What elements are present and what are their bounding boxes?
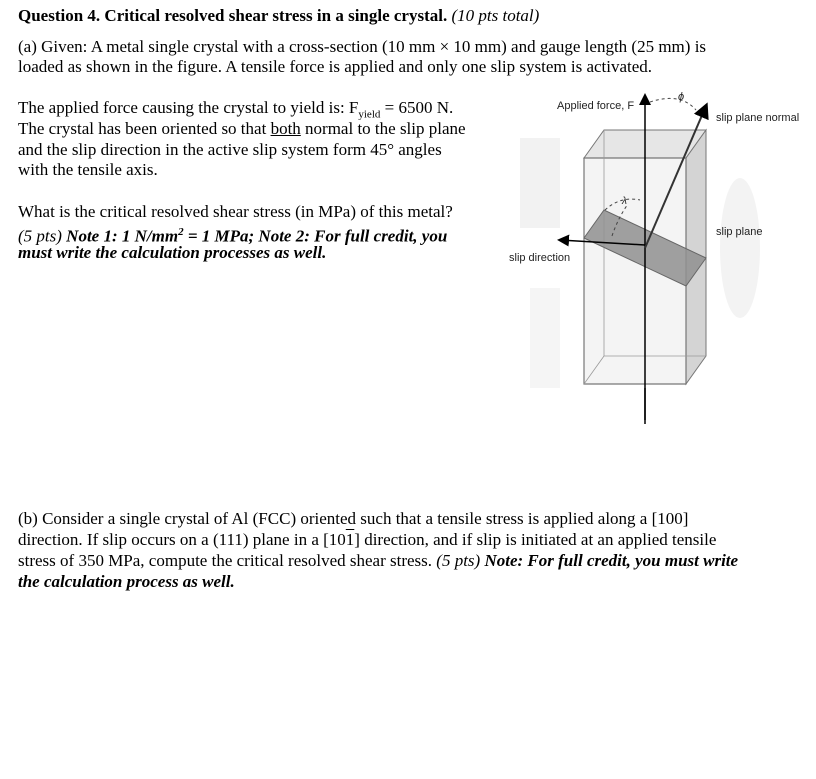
note1-pre: Note 1: 1 N/mm — [61, 226, 179, 246]
question-title — [18, 6, 539, 26]
question-title-bold: Question 4. Critical resolved shear stress in a single crystal. — [18, 6, 448, 25]
slip-plane-normal-label: slip plane normal — [716, 112, 800, 124]
part-b-line2-pre: direction. If slip occurs on a (111) plane in a [10 — [18, 530, 346, 549]
force-subscript: yield — [358, 108, 381, 121]
part-b-line3 — [18, 551, 738, 571]
orientation-line3: with the tensile axis. — [18, 160, 158, 179]
part-b-overbar-index: 1 — [345, 530, 355, 549]
part-b-line3-pre: stress of 350 MPa, compute the critical resolved shear stress. — [18, 551, 437, 570]
note1-sup: 2 — [178, 226, 184, 238]
lambda-symbol: λ — [622, 196, 627, 207]
applied-force-label: Applied force, F — [557, 100, 635, 112]
part-b-points: (5 pts) — [436, 551, 481, 570]
orientation-line1 — [18, 119, 466, 139]
slip-plane-label: slip plane — [716, 226, 763, 238]
part-a-question: What is the critical resolved shear stress (in MPa) of this metal? — [18, 202, 453, 221]
part-a-intro-line2: loaded as shown in the figure. A tensile force is applied and only one slip system is activated. — [18, 57, 653, 76]
background-shade-left — [520, 138, 560, 228]
part-b-line4: the calculation process as well. — [18, 572, 235, 591]
part-a-points: (5 pts) — [18, 226, 62, 246]
orientation-line2: and the slip direction in the active slip system form 45° angles — [18, 140, 442, 159]
force-prefix: The applied force causing the crystal to yield is: F — [18, 98, 359, 117]
orientation-both: both — [270, 119, 301, 138]
phi-symbol: ϕ — [678, 91, 685, 103]
note1-post: = 1 MPa; Note 2: For full credit, you — [183, 226, 448, 246]
background-shade-lower — [530, 288, 560, 388]
part-b-line2 — [18, 530, 716, 550]
background-shade-right — [720, 178, 760, 318]
slip-direction-label: slip direction — [509, 252, 571, 264]
question-points: (10 pts total) — [451, 6, 540, 25]
part-b-line2-post: ] direction, and if slip is initiated at an applied tensile — [354, 530, 717, 549]
orientation-line1-pre: The crystal has been oriented so that — [18, 119, 271, 138]
part-a-intro-line1: (a) Given: A metal single crystal with a cross-section (10 mm × 10 mm) and gauge length (25 mm) is — [18, 37, 707, 56]
crystal-figure — [500, 88, 816, 434]
part-b-line1: (b) Consider a single crystal of Al (FCC) oriented such that a tensile stress is applied along a [100] — [18, 509, 689, 528]
force-value: = 6500 N. — [380, 98, 454, 117]
phi-arc — [650, 98, 696, 110]
part-b-note: Note: For full credit, you must write — [480, 551, 739, 570]
orientation-line1-post: normal to the slip plane — [300, 119, 466, 138]
part-a-note-line3: must write the calculation processes as well. — [18, 243, 327, 262]
